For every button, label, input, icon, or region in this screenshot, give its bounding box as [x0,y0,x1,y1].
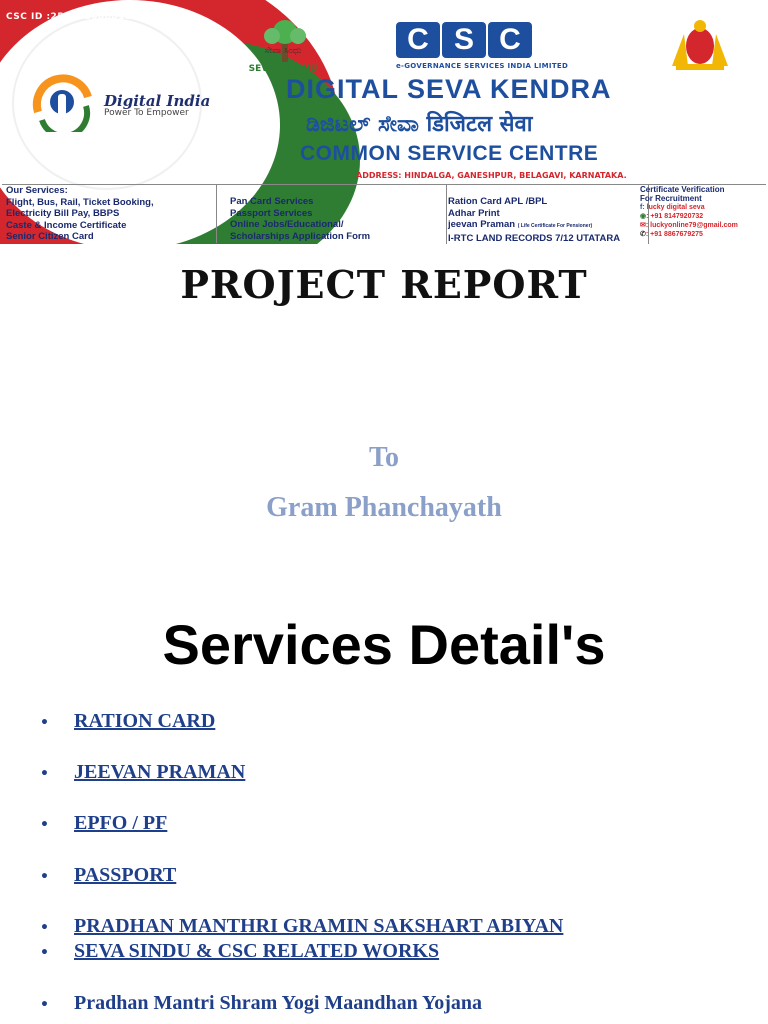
recipient: Gram Phanchayath [266,492,502,523]
list-item: • EPFO / PF [40,812,168,834]
verification-subtitle: For Recruitment [640,194,702,203]
list-item: • SEVA SINDU & CSC RELATED WORKS [40,940,440,962]
bullet-icon: • [40,920,49,936]
digital-seva-local-title: ಡಿಜಿಟಲ್ ಸೇವಾ डिजिटल सेवा [306,112,533,137]
header-banner [0,0,768,244]
to-label: To [368,442,400,473]
list-item: • PRADHAN MANTHRI GRAMIN SAKSHART ABIYAN [40,915,564,937]
service-line-text: jeevan Praman [448,219,516,230]
service-line: Caste & Income Certificate [6,219,127,231]
service-line: Passport Services [230,207,313,219]
digital-india-tagline: Power To Empower [104,108,189,118]
service-line: I-RTC LAND RECORDS 7/12 UTATARA [448,232,621,244]
bullet-icon: • [40,715,49,731]
services-column-3 [434,185,649,244]
services-heading: Services Detail's [162,613,606,676]
list-item: • RATION CARD [40,710,216,732]
services-column-1 [2,185,217,243]
services-column-4 [634,185,768,243]
service-line: Pan Card Services [230,196,314,207]
facebook-contact: f: lucky digital seva [640,204,705,211]
csc-subtitle: e-GOVERNANCE SERVICES INDIA LIMITED [396,62,569,70]
bullet-icon: • [40,945,49,961]
csc-letter: C [396,22,440,58]
service-line-note: ( Life Certificate For Pensioner) [517,223,593,229]
csc-letter: C [488,22,532,58]
list-item: • JEEVAN PRAMAN [40,761,246,783]
service-line: Our Services: [6,185,68,196]
seva-logo-text: ಸೇವಾ ಸಿಂಧು [264,46,302,56]
seva-sindhu-name: SEVA SINDHU [248,64,318,74]
bullet-icon: • [40,766,49,782]
list-item: • Pradhan Mantri Shram Yogi Maandhan Yojana [40,992,483,1014]
list-item: • PASSPORT [40,864,177,886]
service-line: Online Jobs/Educational/ [230,219,344,230]
common-service-centre-title: COMMON SERVICE CENTRE [300,142,599,165]
service-line: Senior Citizen Card [6,231,94,242]
bullet-icon: • [40,817,49,833]
service-line: Electricity Bill Pay, BBPS [6,208,120,219]
digital-seva-kendra-title: DIGITAL SEVA KENDRA [286,74,612,104]
csc-logo [396,22,534,58]
phone-contact: ✆: +91 8867679275 [640,231,703,238]
services-table [2,184,766,243]
services-column-2 [216,185,447,244]
digital-india-name: Digital India [104,92,211,110]
seva-sindhu-tree-icon [246,18,324,68]
service-line: Scholarships Application Form [230,230,371,242]
bullet-icon: • [40,869,49,885]
phone-icon: ✆ [640,231,646,238]
service-line: Adhar Print [448,207,500,219]
address: ADDRESS: HINDALGA, GANESHPUR, BELAGAVI, KARNATAKA. [356,171,627,180]
whatsapp-contact: ◉: +91 8147920732 [640,213,704,220]
facebook-icon: f [640,204,643,211]
mail-icon: ✉ [640,222,646,229]
service-line: Ration Card APL /BPL [448,196,548,207]
page-title: PROJECT REPORT [180,262,588,307]
verification-title: Certificate Verification [640,185,725,194]
karnataka-emblem-icon [662,18,738,72]
digital-india-logo-icon [28,72,98,132]
email-contact: ✉: luckyonline79@gmail.com [640,222,738,229]
whatsapp-icon: ◉ [640,213,647,220]
csc-letter: S [442,22,486,58]
csc-id: CSC ID :259482000018 [6,12,132,22]
service-line [448,219,648,233]
bullet-icon: • [40,997,49,1013]
service-line: Flight, Bus, Rail, Ticket Booking, [6,196,154,208]
